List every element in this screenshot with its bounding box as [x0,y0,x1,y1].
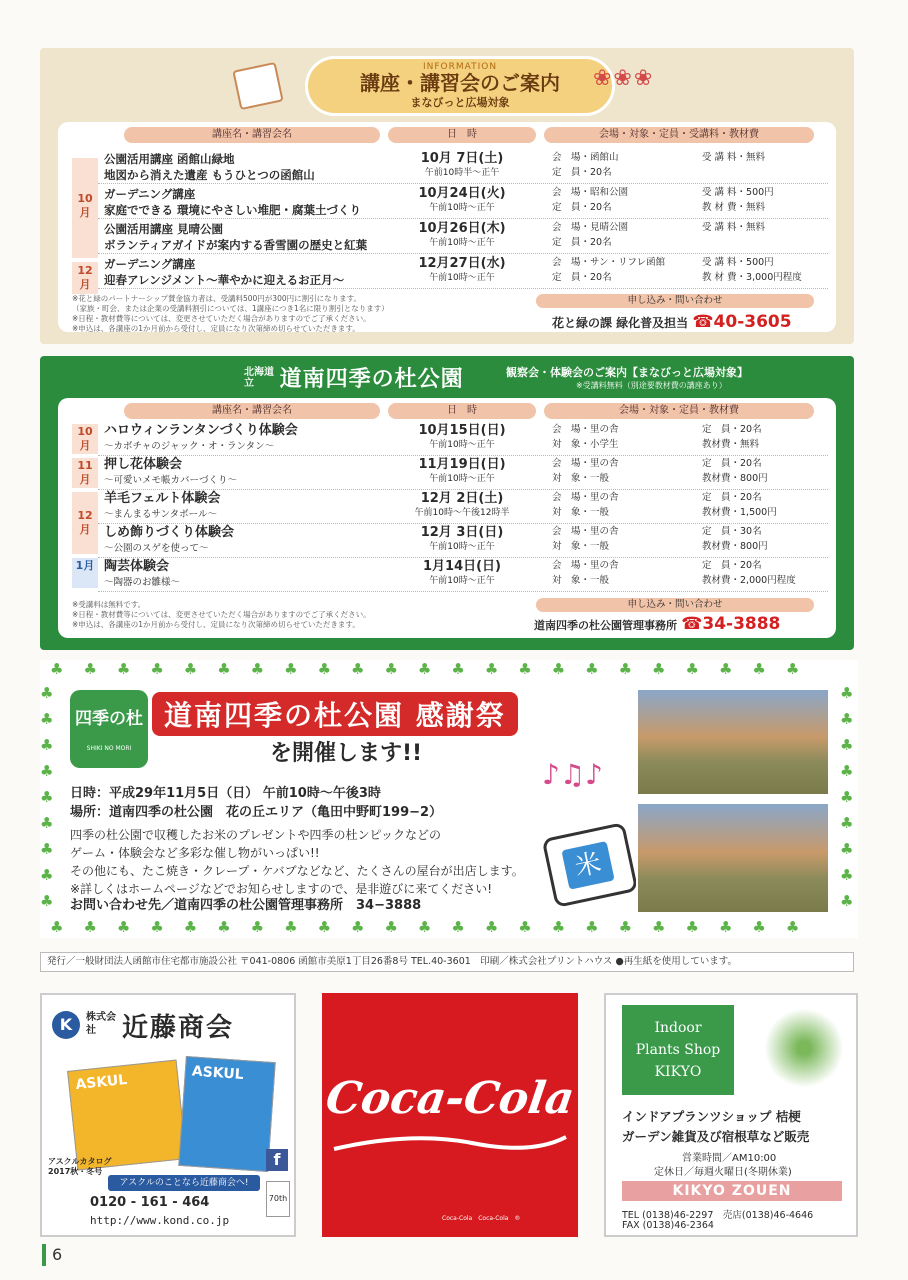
shiki-logo: 四季の杜 SHIKI NO MORI [70,690,148,768]
lecture-date: 10月26日(木) 午前10時〜正午 [418,221,506,248]
event-name: 陶芸体験会 〜陶器のお雛様〜 [104,559,181,588]
event-date: 12月 3日(日) 午前10時〜正午 [420,525,504,552]
event-info [70,784,442,822]
book-icon [232,62,283,110]
fee-info: 定 員・20名 教材費・無料 [702,424,762,450]
catalog-caption: アスクルカタログ 2017秋・冬号 [48,1157,112,1176]
festival-section [40,660,858,938]
month-label: 11月 [72,458,98,488]
rice-bag-icon: 米 [542,822,639,908]
notes: ※花と緑のパートナーシップ賛金協力者は、受講料500円が300円に割引になります。 （家族・町会、または企業の受講料割引については、1講座につき1名に限り割引となります） ※日程・教材費等については、変更させていただく場合がありますのでご了承ください。 ※申込は、各講座の1か月前から受付し、定員になり次第締め切らせていただきます。 [72,294,389,333]
zouen-banner: KIKYO ZOUEN [622,1181,842,1201]
event-name: 押し花体験会 〜可愛いメモ帳カバーづくり〜 [104,457,238,486]
table-row [98,490,828,524]
page-number: 6 [42,1244,62,1266]
clover-border-icon: ♣ ♣ ♣ ♣ ♣ ♣ ♣ ♣ ♣ [840,684,854,910]
contact-name: 道南四季の杜公園管理事務所 [534,619,677,632]
fee-info: 定 員・20名 教材費・1,500円 [702,492,777,518]
event-date: 1月14日(日) 午前10時〜正午 [422,559,502,586]
shop-holiday: 定休日／毎週火曜日(冬期休業) [654,1167,792,1178]
header-date: 日 時 [388,127,536,143]
lecture-name: 公園活用講座 見晴公園 ボランティアガイドが案内する香雪園の歴史と紅葉 [104,222,368,252]
kikyo-ad[interactable] [604,993,858,1237]
table-row [98,524,828,558]
venue-info: 会 場・里の舎 対 象・一般 [552,560,619,586]
lecture-date: 10月 7日(土) 午前10時半〜正午 [420,151,504,178]
clover-border-icon: ♣♣♣♣♣♣♣♣♣♣♣♣♣♣♣♣♣♣♣♣♣♣♣ [50,918,820,936]
info-label: INFORMATION [422,62,498,72]
table-row [98,150,828,184]
ad-slogan: アスクルのことなら近藤商会へ! [108,1175,260,1191]
venue-info: 会 場・里の舎 対 象・一般 [552,526,619,552]
lecture-name: 公園活用講座 函館山緑地 地図から消えた遺産 もうひとつの函館山 [104,152,315,182]
company-name: 近藤商会 [122,1013,235,1043]
plant-icon [756,1003,852,1093]
contact-line [552,312,792,332]
month-label: 10月 [72,158,98,258]
company-type: 株式会社 [86,1012,116,1036]
event-date: 日時：平成29年11月5日（日） 午前10時〜午後3時 [70,786,381,801]
shop-fax: FAX (0138)46-2364 [622,1220,714,1231]
music-notes-icon: ♪♫♪ [542,758,603,791]
festival-photo-2 [636,802,830,914]
lecture-name: ガーデニング講座 家庭でできる 環境にやさしい堆肥・腐葉土づくり [104,187,362,217]
festival-subtitle: を開催します!! [270,741,423,766]
event-date: 12月 2日(土) 午前10時〜午後12時半 [414,491,510,518]
contact-header: 申し込み・問い合わせ [536,598,814,612]
clover-border-icon: ♣♣♣♣♣♣♣♣♣♣♣♣♣♣♣♣♣♣♣♣♣♣♣ [50,660,820,678]
header-name: 講座名・講習会名 [124,403,380,419]
publisher-footer: 発行／一般財団法人函館市住宅都市施設公社 〒041-0806 函館市美原1丁目26番8号 TEL.40-3601 印刷／株式会社プリントハウス ●再生紙を使用しています。 [40,952,854,972]
phone-number[interactable]: ☎34-3888 [681,614,781,634]
kondo-ad[interactable] [40,993,296,1237]
shop-tagline: ガーデン雑貨及び宿根草など販売 [622,1129,810,1144]
catalog-cover-1: ASKUL [67,1060,187,1171]
event-name: ハロウィンランタンづくり体験会 〜カボチャのジャック・オ・ランタン〜 [104,423,298,452]
table-row [98,185,828,219]
venue-info: 会 場・見晴公園 定 員・20名 [552,222,629,248]
coca-cola-trademark: Coca-Cola Coca-Cola ® [442,1215,521,1222]
park-subnote: ※受講料無料（別途要教材費の講座あり） [576,381,727,390]
fee-info: 定 員・30名 教材費・800円 [702,526,768,552]
section-title: 講座・講習会のご案内 [360,71,560,95]
notes: ※受講料は無料です。 ※日程・教材費等については、変更させていただく場合がありますのでご了承ください。 ※申込は、各講座の1か月前から受付し、定員になり次第締め切らせていただきます。 [72,600,371,629]
contact-line [534,614,780,634]
fee-info: 定 員・20名 教材費・2,000円程度 [702,560,796,586]
anniversary-badge: 70th [266,1181,290,1217]
month-label: 12月 [72,492,98,554]
festival-photo-1 [636,688,830,796]
lecture-name: ガーデニング講座 迎春アレンジメント〜華やかに迎えるお正月〜 [104,257,345,287]
fee-info: 定 員・20名 教材費・800円 [702,458,768,484]
table-row [98,220,828,254]
contact-header: 申し込み・問い合わせ [536,294,814,308]
header-date: 日 時 [388,403,536,419]
facebook-icon[interactable]: f [266,1149,288,1171]
flowers-icon: ❀❀❀ [593,66,655,91]
park-title: 北海道立 道南四季の杜公園 [244,366,464,392]
kondo-logo-icon: K [52,1011,80,1039]
venue-info: 会 場・函館山 定 員・20名 [552,152,619,178]
event-place: 場所：道南四季の杜公園 花の丘エリア（亀田中野町199−2） [70,805,443,820]
phone-number[interactable]: ☎40-3605 [692,312,792,332]
venue-info: 会 場・サン・リフレ函館 定 員・20名 [552,257,666,283]
event-date: 11月19日(日) 午前10時〜正午 [418,457,506,484]
dynamic-ribbon-icon [332,1129,568,1157]
shop-tel[interactable]: TEL (0138)46-2297 売店(0138)46-4646 [622,1210,814,1221]
event-date: 10月15日(日) 午前10時〜正午 [418,423,506,450]
venue-info: 会 場・里の舎 対 象・小学生 [552,424,619,450]
festival-title: 道南四季の杜公園 感謝祭 [152,692,518,736]
shop-name: インドアプランツショップ 桔梗 [622,1109,801,1124]
fee-info: 受 講 料・500円 教 材 費・3,000円程度 [702,257,802,283]
table-row [98,456,828,490]
shop-hours: 営業時間／AM10:00 [682,1153,777,1164]
park-info-section [40,356,854,650]
lecture-date: 10月24日(火) 午前10時〜正午 [418,186,506,213]
month-label: 12月 [72,262,98,294]
catalog-cover-2: ASKUL [178,1056,275,1172]
festival-inquiry: お問い合わせ先／道南四季の杜公園管理事務所 34−3888 [70,898,422,913]
header-venue: 会場・対象・定員・教材費 [544,403,814,419]
indoor-plants-logo: Indoor Plants Shop KIKYO [622,1005,734,1095]
fee-info: 受 講 料・500円 教 材 費・無料 [702,187,774,213]
free-dial[interactable]: 0120 - 161 - 464 [90,1195,210,1210]
header-name: 講座名・講習会名 [124,127,380,143]
lecture-date: 12月27日(水) 午前10時〜正午 [418,256,506,283]
fee-info: 受 講 料・無料 [702,152,766,163]
event-name: 羊毛フェルト体験会 〜まんまるサンタボール〜 [104,491,221,520]
month-label: 10月 [72,424,98,454]
table-row [98,422,828,456]
table-row [98,255,828,289]
park-table [58,398,836,638]
coca-cola-logo: Coca-Cola [322,1073,578,1124]
lecture-info-section [40,48,854,344]
venue-info: 会 場・里の舎 対 象・一般 [552,492,619,518]
table-row [98,558,828,592]
month-label: 1月 [72,558,98,588]
header-venue: 会場・対象・定員・受講料・教材費 [544,127,814,143]
fee-info: 受 講 料・無料 [702,222,766,233]
lecture-banner [305,56,615,116]
event-name: しめ飾りづくり体験会 〜公園のスゲを使って〜 [104,525,235,554]
lecture-table [58,122,836,332]
venue-info: 会 場・里の舎 対 象・一般 [552,458,619,484]
venue-info: 会 場・昭和公園 定 員・20名 [552,187,629,213]
park-subtitle: 観察会・体験会のご案内【まなびっと広場対象】 [506,366,748,379]
company-url[interactable]: http://www.kond.co.jp [90,1214,230,1227]
coca-cola-ad[interactable] [322,993,578,1237]
contact-name: 花と緑の課 緑化普及担当 [552,316,689,330]
clover-border-icon: ♣ ♣ ♣ ♣ ♣ ♣ ♣ ♣ ♣ [40,684,54,910]
festival-description: 四季の杜公園で収穫したお米のプレゼントや四季の杜ンピックなどの ゲーム・体験会など多彩な催し物がいっぱい!! その他にも、たこ焼き・クレープ・ケバブなどなど、たくさんの屋台が出店します。 ※詳しくはホームページなどでお知らせしますので、是非遊びに来てください! [70,828,524,896]
section-subtitle: まなびっと広場対象 [410,96,510,109]
